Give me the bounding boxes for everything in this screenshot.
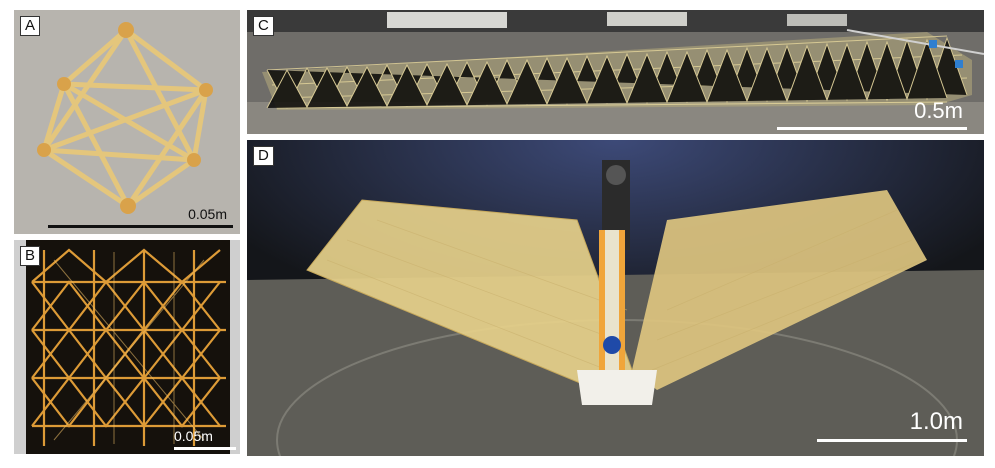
panel-b-label: B [20,246,40,266]
panel-c-scale-bar [777,98,967,132]
panel-b-scale-text: 0.05m [174,428,213,444]
panel-b [14,240,240,454]
octahedron-strut-image [14,10,240,234]
panel-d-label: D [253,146,274,166]
panel-c [247,10,984,134]
panel-d-scale-bar [817,408,967,444]
panel-c-label: C [253,16,274,36]
panel-c-scale-text: 0.5m [914,98,963,123]
panel-d [247,140,984,456]
panel-d-scale-text: 1.0m [909,408,963,435]
panel-a-scale-bar [48,206,233,230]
panel-a [14,10,240,234]
panel-a-label: A [20,16,40,36]
panel-a-scale-text: 0.05m [188,206,227,222]
panel-b-scale-bar [174,428,236,452]
lattice-cube-image [14,240,240,454]
